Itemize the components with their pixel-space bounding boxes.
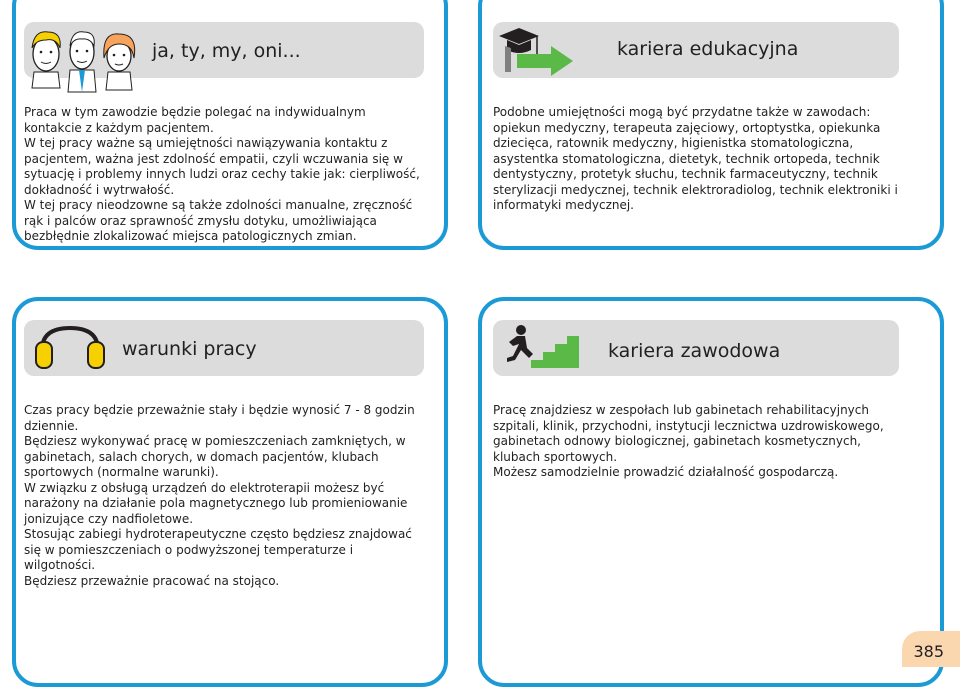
paragraph: Będziesz przeważnie pracować na stojąco. [24,573,280,588]
graduation-cap-arrow-icon [497,24,575,76]
card-conditions-text [24,403,424,589]
paragraph: Możesz samodzielnie prowadzić działalność gospodarczą. [493,465,839,479]
page-number: 385 [913,642,944,661]
ear-protectors-icon [34,322,106,370]
paragraph: Stosując zabiegi hydroterapeutyczne często będziesz znajdować się w pomieszczeniach o podwyższonej temperaturze i wilgotności. [24,527,412,572]
paragraph: Pracę znajdziesz w zespołach lub gabinetach rehabilitacyjnych szpitali, klinik, przychodni, instytucji lecznictwa uzdrowiskowego, gabinetach odnowy biologicznej, gabinetach kosmetycznych, klubach sportowych. [493,403,884,464]
stairs-runner-icon [503,322,583,370]
paragraph: W związku z obsługą urządzeń do elektroterapii możesz być narażony na działanie pola magnetycznego lub promieniowanie jonizujące czy nadfioletowe. [24,480,408,526]
paragraph: W tej pracy ważne są umiejętności nawiązywania kontaktu z pacjentem, ważna jest zdolność empatii, czyli wczuwania się w sytuację i problemy innych ludzi oraz cechy takie jak: cierpliwość, dokładność i wytrwałość. [24,136,420,197]
card-career-text [493,403,901,481]
paragraph: Praca w tym zawodzie będzie polegać na indywidualnym kontakcie z każdym pacjentem. [24,105,366,135]
card-conditions-title: warunki pracy [122,338,257,360]
card-people-title: ja, ty, my, oni... [152,40,301,62]
paragraph: W tej pracy nieodzowne są także zdolności manualne, zręczność rąk i palców oraz sprawność zmysłu dotyku, umożliwiająca bezbłędnie zlokalizować miejsca patologicznych zmian. [24,198,413,243]
card-career-title: kariera zawodowa [608,340,781,362]
paragraph: Podobne umiejętności mogą być przydatne także w zawodach: opiekun medyczny, terapeuta zajęciowy, ortoptystka, opiekunka dziecięca, ratownik medyczny, higienistka stomatologiczna, asystentka stomatologiczna, dietetyk, technik ortopeda, technik dentystyczny, protetyk słuchu, technik farmaceutyczny, technik sterylizacji medycznej, technik elektroradiolog, technik elektroniki i informatyki medycznej. [493,105,898,212]
card-education-title: kariera edukacyjna [617,38,799,60]
people-faces-icon [26,18,142,98]
card-people-text [24,105,424,245]
paragraph: Będziesz wykonywać pracę w pomieszczeniach zamkniętych, w gabinetach, salach chorych, w domach pacjentów, klubach sportowych (normalne warunki). [24,434,406,479]
card-education-text [493,105,901,214]
paragraph: Czas pracy będzie przeważnie stały i będzie wynosić 7 - 8 godzin dziennie. [24,403,415,433]
